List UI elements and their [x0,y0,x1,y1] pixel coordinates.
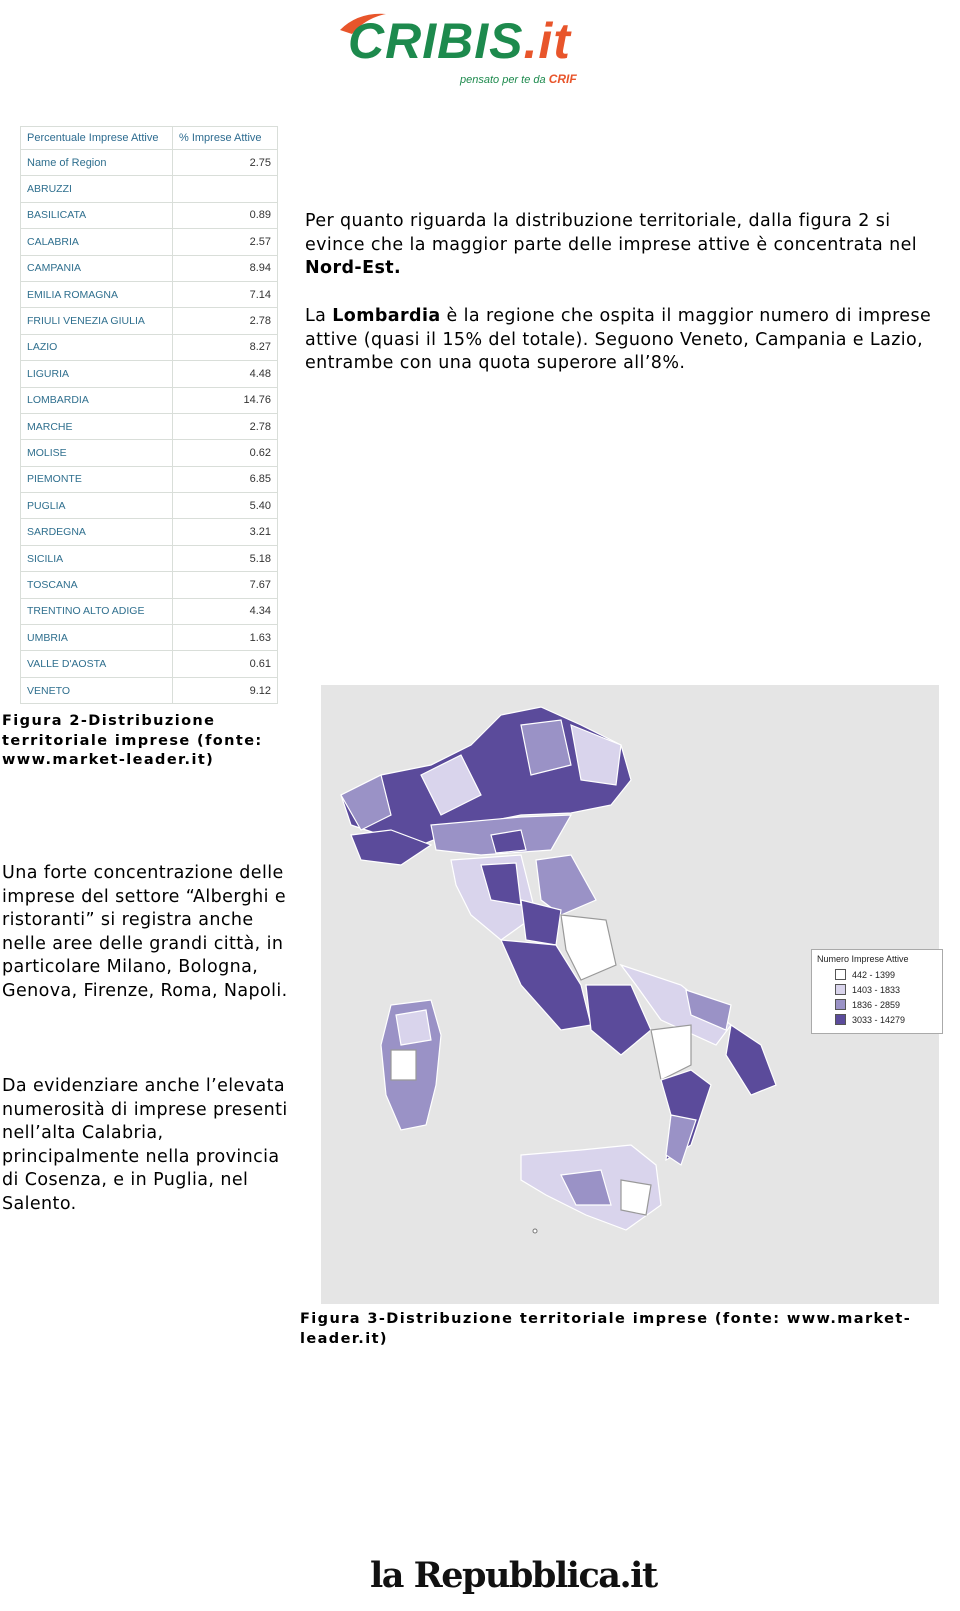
repubblica-logo: la Repubblica.it [370,1555,657,1596]
region-name-cell: PUGLIA [21,493,173,519]
region-value-cell [173,176,278,202]
region-value-cell: 0.61 [173,651,278,677]
table-header-row [21,127,278,150]
table-row [21,281,278,307]
map-legend [811,949,943,1034]
logo-wordmark: CRIBIS.it [348,13,571,69]
table-row [21,466,278,492]
region-name-cell: BASILICATA [21,202,173,228]
figure-3-caption: Figura 3-Distribuzione territoriale imprese (fonte: www.market-leader.it) [300,1311,912,1347]
table-row [21,387,278,413]
region-name-cell: TRENTINO ALTO ADIGE [21,598,173,624]
table-row [21,202,278,228]
region-name-cell: CAMPANIA [21,255,173,281]
region-value-cell: 2.75 [173,150,278,176]
region-value-cell: 2.78 [173,308,278,334]
region-value-cell: 5.40 [173,493,278,519]
table-row [21,255,278,281]
table-row [21,651,278,677]
table-row [21,545,278,571]
region-name-cell: LIGURIA [21,361,173,387]
legend-item: 442 - 1399 [835,969,937,980]
legend-item: 3033 - 14279 [835,1014,937,1025]
region-value-cell: 7.14 [173,281,278,307]
table-row [21,519,278,545]
map-legend-title: Numero Imprese Attive [817,954,909,964]
region-name-cell: SICILIA [21,545,173,571]
table-row [21,150,278,176]
region-name-cell: ABRUZZI [21,176,173,202]
region-name-cell: LOMBARDIA [21,387,173,413]
region-value-cell: 2.78 [173,413,278,439]
region-name-cell: FRIULI VENEZIA GIULIA [21,308,173,334]
table-row [21,440,278,466]
region-value-cell: 2.57 [173,229,278,255]
region-name-cell: SARDEGNA [21,519,173,545]
table-row [21,677,278,703]
italy-map [321,685,939,1304]
region-value-cell: 0.62 [173,440,278,466]
region-value-cell: 14.76 [173,387,278,413]
region-value-cell: 9.12 [173,677,278,703]
region-name-cell: LAZIO [21,334,173,360]
region-name-cell: VALLE D'AOSTA [21,651,173,677]
table-row [21,572,278,598]
table-header-region: Percentuale Imprese Attive [21,127,173,150]
region-value-cell: 7.67 [173,572,278,598]
region-value-cell: 8.94 [173,255,278,281]
legend-swatch [835,1014,846,1025]
table-row [21,413,278,439]
figure-2-caption: Figura 2-Distribuzione territoriale imprese (fonte: www.market-leader.it) [2,713,263,768]
logo-tagline: pensato per te da CRIF [460,72,577,86]
table-row [21,625,278,651]
region-value-cell: 6.85 [173,466,278,492]
region-value-cell: 1.63 [173,625,278,651]
region-name-cell: MOLISE [21,440,173,466]
region-name-cell: CALABRIA [21,229,173,255]
regions-table [20,126,278,704]
region-value-cell: 0.89 [173,202,278,228]
region-name-cell: UMBRIA [21,625,173,651]
region-value-cell: 4.48 [173,361,278,387]
region-name-cell: EMILIA ROMAGNA [21,281,173,307]
table-row [21,176,278,202]
cribis-logo [338,8,628,88]
region-value-cell: 3.21 [173,519,278,545]
table-row [21,493,278,519]
legend-item: 1836 - 2859 [835,999,937,1010]
region-value-cell: 5.18 [173,545,278,571]
table-row [21,598,278,624]
region-value-cell: 4.34 [173,598,278,624]
region-name-cell: VENETO [21,677,173,703]
region-name-cell: PIEMONTE [21,466,173,492]
legend-item: 1403 - 1833 [835,984,937,995]
hotels-paragraph: Una forte concentrazione delle imprese del settore “Alberghi e ristoranti” si registra anche nelle aree delle grandi città, in particolare Milano, Bologna, Genova, Firenze, Roma, Napoli. [2,863,288,1001]
region-name-cell: Name of Region [21,150,173,176]
region-name-cell: TOSCANA [21,572,173,598]
table-header-percent: % Imprese Attive [173,127,278,150]
region-value-cell: 8.27 [173,334,278,360]
table-row [21,334,278,360]
table-row [21,229,278,255]
table-row [21,361,278,387]
table-row [21,308,278,334]
legend-swatch [835,969,846,980]
region-name-cell: MARCHE [21,413,173,439]
lombardia-paragraph: La Lombardia è la regione che ospita il maggior numero di imprese attive (quasi il 15% del totale). Seguono Veneto, Campania e Lazio, entrambe con una quota superore all’8%. [305,306,932,374]
legend-swatch [835,984,846,995]
calabria-paragraph: Da evidenziare anche l’elevata numerosità di imprese presenti nell’alta Calabria, principalmente nella provincia di Cosenza, e in Puglia, nel Salento. [2,1076,288,1214]
legend-swatch [835,999,846,1010]
intro-paragraph: Per quanto riguarda la distribuzione territoriale, dalla figura 2 si evince che la maggior parte delle imprese attive è concentrata nel Nord-Est. [305,211,917,279]
